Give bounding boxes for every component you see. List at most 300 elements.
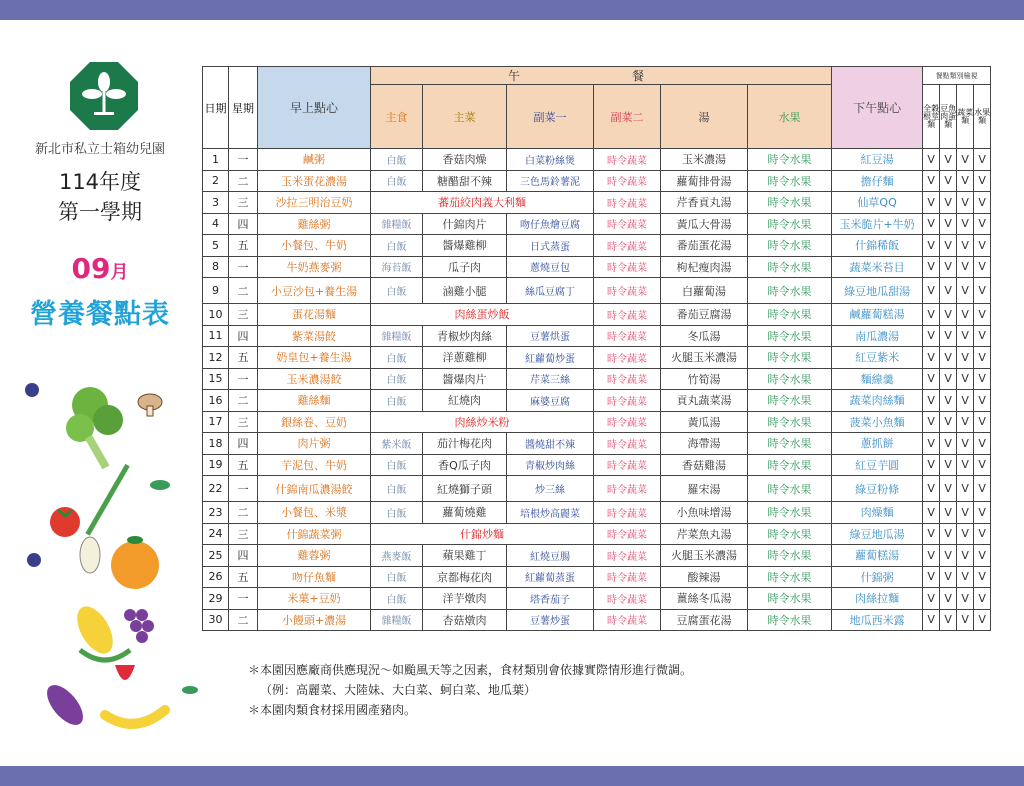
cell-check-mark: V xyxy=(923,149,940,171)
cell-snack: 南瓜濃湯 xyxy=(832,325,923,347)
cell-snack: 綠豆地瓜甜湯 xyxy=(832,278,923,304)
table-row xyxy=(203,545,991,567)
cell-snack: 什錦粥 xyxy=(832,566,923,588)
cell-date: 9 xyxy=(203,278,229,304)
cell-check-mark: V xyxy=(940,545,957,567)
cell-date: 26 xyxy=(203,566,229,588)
cell-check-mark: V xyxy=(940,235,957,257)
cell-side2: 時令蔬菜 xyxy=(594,454,661,476)
cell-side1: 蔥燒豆包 xyxy=(507,256,594,278)
cell-soup: 貢丸蔬菜湯 xyxy=(661,390,748,412)
cell-special-meal: 肉絲炒米粉 xyxy=(371,411,594,433)
cell-main-dish: 茄汁梅花肉 xyxy=(423,433,507,455)
cell-soup: 火腿玉米濃湯 xyxy=(661,347,748,369)
cell-check-mark: V xyxy=(940,325,957,347)
cell-side2: 時令蔬菜 xyxy=(594,545,661,567)
cell-side1: 炒三絲 xyxy=(507,476,594,502)
cell-staple: 白飯 xyxy=(371,368,423,390)
cell-date: 23 xyxy=(203,502,229,524)
cell-check-mark: V xyxy=(923,454,940,476)
cell-breakfast: 紫菜湯餃 xyxy=(258,325,371,347)
cell-staple: 雜糧飯 xyxy=(371,609,423,631)
cell-weekday: 四 xyxy=(229,213,258,235)
table-row xyxy=(203,476,991,502)
cell-side2: 時令蔬菜 xyxy=(594,523,661,545)
cell-soup: 竹筍湯 xyxy=(661,368,748,390)
cell-fruit: 時令水果 xyxy=(748,411,832,433)
table-row xyxy=(203,390,991,412)
cell-soup: 香菇雞湯 xyxy=(661,454,748,476)
cell-snack: 菠菜小魚麵 xyxy=(832,411,923,433)
cell-check-mark: V xyxy=(923,411,940,433)
header-weekday: 星期 xyxy=(229,67,258,149)
cell-check-mark: V xyxy=(923,256,940,278)
cell-check-mark: V xyxy=(940,476,957,502)
cell-check-mark: V xyxy=(923,588,940,610)
cell-check-mark: V xyxy=(923,304,940,326)
cell-check-mark: V xyxy=(974,192,991,214)
cell-fruit: 時令水果 xyxy=(748,502,832,524)
cell-date: 8 xyxy=(203,256,229,278)
cell-check-mark: V xyxy=(974,609,991,631)
school-year: 114年度 xyxy=(58,170,142,194)
cell-check-mark: V xyxy=(940,213,957,235)
header-main-dish: 主菜 xyxy=(423,85,507,149)
cell-snack: 肉絲拉麵 xyxy=(832,588,923,610)
cell-fruit: 時令水果 xyxy=(748,192,832,214)
cell-check-mark: V xyxy=(940,411,957,433)
cell-side2: 時令蔬菜 xyxy=(594,390,661,412)
cell-check-mark: V xyxy=(957,609,974,631)
cell-side2: 時令蔬菜 xyxy=(594,588,661,610)
cell-main-dish: 醬爆肉片 xyxy=(423,368,507,390)
cell-check-mark: V xyxy=(974,368,991,390)
note-2: （例：高麗菜、大陸妹、大白菜、蚵白菜、地瓜葉） xyxy=(260,683,537,697)
cell-staple: 白飯 xyxy=(371,170,423,192)
cell-side2: 時令蔬菜 xyxy=(594,368,661,390)
cell-side1: 吻仔魚燴豆腐 xyxy=(507,213,594,235)
cell-check-mark: V xyxy=(957,192,974,214)
cell-check-mark: V xyxy=(957,256,974,278)
cell-breakfast: 吻仔魚麵 xyxy=(258,566,371,588)
cell-date: 24 xyxy=(203,523,229,545)
cell-check-mark: V xyxy=(957,476,974,502)
cell-weekday: 五 xyxy=(229,235,258,257)
cell-date: 16 xyxy=(203,390,229,412)
cell-side1: 紅蘿蔔蒸蛋 xyxy=(507,566,594,588)
cell-weekday: 四 xyxy=(229,545,258,567)
table-row xyxy=(203,192,991,214)
cell-soup: 羅宋湯 xyxy=(661,476,748,502)
header-fruits: 水果類 xyxy=(974,85,991,149)
cell-snack: 綠豆地瓜湯 xyxy=(832,523,923,545)
cell-side2: 時令蔬菜 xyxy=(594,566,661,588)
cell-side1: 培根炒高麗菜 xyxy=(507,502,594,524)
header-staple: 主食 xyxy=(371,85,423,149)
cell-weekday: 二 xyxy=(229,502,258,524)
cell-breakfast: 芋泥包、牛奶 xyxy=(258,454,371,476)
cell-weekday: 三 xyxy=(229,523,258,545)
cell-main-dish: 洋蔥雞柳 xyxy=(423,347,507,369)
cell-side2: 時令蔬菜 xyxy=(594,170,661,192)
cell-weekday: 一 xyxy=(229,256,258,278)
notes xyxy=(248,660,692,720)
cell-soup: 小魚味增湯 xyxy=(661,502,748,524)
menu-body xyxy=(203,149,991,631)
cell-check-mark: V xyxy=(974,325,991,347)
cell-weekday: 一 xyxy=(229,588,258,610)
month-number: 09 xyxy=(71,252,111,285)
cell-weekday: 四 xyxy=(229,325,258,347)
cell-check-mark: V xyxy=(940,347,957,369)
table-row xyxy=(203,566,991,588)
cell-fruit: 時令水果 xyxy=(748,325,832,347)
cell-check-mark: V xyxy=(923,325,940,347)
cell-check-mark: V xyxy=(974,278,991,304)
cell-weekday: 三 xyxy=(229,411,258,433)
cell-weekday: 四 xyxy=(229,433,258,455)
cell-breakfast: 雞絲粥 xyxy=(258,213,371,235)
cell-staple: 燕麥飯 xyxy=(371,545,423,567)
cell-breakfast: 沙拉三明治豆奶 xyxy=(258,192,371,214)
cell-fruit: 時令水果 xyxy=(748,235,832,257)
cell-weekday: 一 xyxy=(229,476,258,502)
cell-main-dish: 糖醋甜不辣 xyxy=(423,170,507,192)
cell-fruit: 時令水果 xyxy=(748,545,832,567)
cell-soup: 薑絲冬瓜湯 xyxy=(661,588,748,610)
cell-snack: 紅豆芋圓 xyxy=(832,454,923,476)
cell-check-mark: V xyxy=(923,566,940,588)
cell-side2: 時令蔬菜 xyxy=(594,325,661,347)
table-row xyxy=(203,347,991,369)
header-date: 日期 xyxy=(203,67,229,149)
cell-fruit: 時令水果 xyxy=(748,213,832,235)
cell-breakfast: 牛奶燕麥粥 xyxy=(258,256,371,278)
cell-side2: 時令蔬菜 xyxy=(594,411,661,433)
cell-side1: 麻婆豆腐 xyxy=(507,390,594,412)
cell-check-mark: V xyxy=(940,566,957,588)
cell-fruit: 時令水果 xyxy=(748,390,832,412)
cell-breakfast: 鹹粥 xyxy=(258,149,371,171)
cell-side1: 紅蘿蔔炒蛋 xyxy=(507,347,594,369)
cell-soup: 芹菜魚丸湯 xyxy=(661,523,748,545)
cell-date: 22 xyxy=(203,476,229,502)
cell-check-mark: V xyxy=(940,523,957,545)
cell-main-dish: 京都梅花肉 xyxy=(423,566,507,588)
cell-check-mark: V xyxy=(974,390,991,412)
table-row xyxy=(203,609,991,631)
cell-main-dish: 醬爆雞柳 xyxy=(423,235,507,257)
cell-soup: 海帶湯 xyxy=(661,433,748,455)
table-row xyxy=(203,213,991,235)
cell-check-mark: V xyxy=(957,502,974,524)
cell-side1: 芹菜三絲 xyxy=(507,368,594,390)
table-row xyxy=(203,278,991,304)
cell-check-mark: V xyxy=(923,213,940,235)
cell-fruit: 時令水果 xyxy=(748,523,832,545)
cell-check-mark: V xyxy=(957,390,974,412)
cell-breakfast: 什錦南瓜濃湯餃 xyxy=(258,476,371,502)
cell-check-mark: V xyxy=(940,609,957,631)
cell-soup: 番茄蛋花湯 xyxy=(661,235,748,257)
cell-staple: 白飯 xyxy=(371,347,423,369)
cell-date: 17 xyxy=(203,411,229,433)
cell-main-dish: 蘿蔔燒雞 xyxy=(423,502,507,524)
cell-date: 19 xyxy=(203,454,229,476)
cell-side2: 時令蔬菜 xyxy=(594,502,661,524)
cell-staple: 白飯 xyxy=(371,502,423,524)
cell-main-dish: 香菇肉燥 xyxy=(423,149,507,171)
cell-side1: 醬燒甜不辣 xyxy=(507,433,594,455)
cell-main-dish: 香Q瓜子肉 xyxy=(423,454,507,476)
cell-staple: 雜糧飯 xyxy=(371,325,423,347)
top-band xyxy=(0,0,1024,20)
cell-side1: 青椒炒肉絲 xyxy=(507,454,594,476)
cell-side1: 日式蒸蛋 xyxy=(507,235,594,257)
cell-special-meal: 什錦炒麵 xyxy=(371,523,594,545)
cell-weekday: 三 xyxy=(229,192,258,214)
cell-check-mark: V xyxy=(974,523,991,545)
cell-staple: 白飯 xyxy=(371,390,423,412)
cell-check-mark: V xyxy=(923,390,940,412)
cell-special-meal: 肉絲蛋炒飯 xyxy=(371,304,594,326)
cell-soup: 芹香貢丸湯 xyxy=(661,192,748,214)
cell-date: 25 xyxy=(203,545,229,567)
cell-side2: 時令蔬菜 xyxy=(594,256,661,278)
cell-main-dish: 紅燒獅子頭 xyxy=(423,476,507,502)
cell-check-mark: V xyxy=(940,149,957,171)
school-name: 新北市私立士箱幼兒園 xyxy=(34,142,165,157)
cell-side1: 三色馬鈴薯泥 xyxy=(507,170,594,192)
cell-side2: 時令蔬菜 xyxy=(594,347,661,369)
header-soup: 湯 xyxy=(661,85,748,149)
cell-check-mark: V xyxy=(957,304,974,326)
cell-staple: 白飯 xyxy=(371,566,423,588)
cell-check-mark: V xyxy=(974,347,991,369)
table-row xyxy=(203,235,991,257)
table-row xyxy=(203,149,991,171)
cell-check-mark: V xyxy=(940,170,957,192)
bottom-band xyxy=(0,766,1024,786)
header-nutrition-group: 餐點類別檢視 xyxy=(923,67,991,85)
cell-weekday: 三 xyxy=(229,304,258,326)
cell-check-mark: V xyxy=(957,325,974,347)
cell-staple: 白飯 xyxy=(371,235,423,257)
cell-date: 5 xyxy=(203,235,229,257)
cell-breakfast: 奶皇包+養生湯 xyxy=(258,347,371,369)
cell-side2: 時令蔬菜 xyxy=(594,149,661,171)
vegetables-illustration-icon xyxy=(20,350,200,750)
cell-snack: 肉燥麵 xyxy=(832,502,923,524)
cell-check-mark: V xyxy=(957,523,974,545)
cell-side1: 白菜粉絲煲 xyxy=(507,149,594,171)
cell-staple: 白飯 xyxy=(371,476,423,502)
cell-date: 2 xyxy=(203,170,229,192)
cell-special-meal: 蕃茄絞肉義大利麵 xyxy=(371,192,594,214)
cell-check-mark: V xyxy=(974,545,991,567)
cell-check-mark: V xyxy=(974,235,991,257)
cell-snack: 什錦稀飯 xyxy=(832,235,923,257)
table-row xyxy=(203,368,991,390)
cell-check-mark: V xyxy=(940,454,957,476)
cell-side2: 時令蔬菜 xyxy=(594,304,661,326)
cell-date: 11 xyxy=(203,325,229,347)
cell-date: 10 xyxy=(203,304,229,326)
cell-check-mark: V xyxy=(974,588,991,610)
cell-check-mark: V xyxy=(957,149,974,171)
cell-side1: 紅燒豆腸 xyxy=(507,545,594,567)
month-label xyxy=(0,252,200,285)
cell-breakfast: 米菓+豆奶 xyxy=(258,588,371,610)
cell-weekday: 二 xyxy=(229,609,258,631)
table-row xyxy=(203,588,991,610)
cell-fruit: 時令水果 xyxy=(748,433,832,455)
cell-fruit: 時令水果 xyxy=(748,609,832,631)
cell-fruit: 時令水果 xyxy=(748,566,832,588)
cell-check-mark: V xyxy=(957,278,974,304)
table-row xyxy=(203,411,991,433)
cell-soup: 黃瓜大骨湯 xyxy=(661,213,748,235)
cell-check-mark: V xyxy=(957,588,974,610)
cell-main-dish: 什錦肉片 xyxy=(423,213,507,235)
cell-breakfast: 玉米濃湯餃 xyxy=(258,368,371,390)
cell-main-dish: 青椒炒肉絲 xyxy=(423,325,507,347)
school-logo-icon xyxy=(70,62,138,130)
cell-snack: 仙草QQ xyxy=(832,192,923,214)
cell-fruit: 時令水果 xyxy=(748,304,832,326)
cell-snack: 蔥抓餅 xyxy=(832,433,923,455)
cell-breakfast: 雞絲麵 xyxy=(258,390,371,412)
cell-weekday: 五 xyxy=(229,566,258,588)
header-fruit: 水果 xyxy=(748,85,832,149)
header-side2: 副菜二 xyxy=(594,85,661,149)
note-3: ＊本園肉類食材採用國產豬肉。 xyxy=(248,703,417,717)
cell-staple: 白飯 xyxy=(371,454,423,476)
cell-breakfast: 什錦蔬菜粥 xyxy=(258,523,371,545)
cell-check-mark: V xyxy=(940,304,957,326)
cell-check-mark: V xyxy=(923,278,940,304)
cell-soup: 豆腐蛋花湯 xyxy=(661,609,748,631)
cell-main-dish: 滷雞小腿 xyxy=(423,278,507,304)
cell-breakfast: 小豆沙包+養生湯 xyxy=(258,278,371,304)
cell-check-mark: V xyxy=(974,170,991,192)
table-row xyxy=(203,256,991,278)
cell-fruit: 時令水果 xyxy=(748,476,832,502)
cell-fruit: 時令水果 xyxy=(748,170,832,192)
cell-side2: 時令蔬菜 xyxy=(594,235,661,257)
cell-date: 3 xyxy=(203,192,229,214)
menu-table xyxy=(202,66,991,631)
cell-soup: 蘿蔔排骨湯 xyxy=(661,170,748,192)
cell-soup: 黃瓜湯 xyxy=(661,411,748,433)
cell-breakfast: 雞蓉粥 xyxy=(258,545,371,567)
cell-date: 15 xyxy=(203,368,229,390)
cell-check-mark: V xyxy=(957,235,974,257)
cell-check-mark: V xyxy=(974,411,991,433)
cell-check-mark: V xyxy=(923,433,940,455)
cell-check-mark: V xyxy=(974,304,991,326)
cell-main-dish: 杏菇燉肉 xyxy=(423,609,507,631)
cell-check-mark: V xyxy=(974,149,991,171)
month-unit: 月 xyxy=(110,262,129,283)
cell-check-mark: V xyxy=(923,502,940,524)
cell-check-mark: V xyxy=(923,609,940,631)
cell-soup: 番茄豆腐湯 xyxy=(661,304,748,326)
cell-side2: 時令蔬菜 xyxy=(594,278,661,304)
table-row xyxy=(203,325,991,347)
cell-check-mark: V xyxy=(940,256,957,278)
table-row xyxy=(203,170,991,192)
cell-check-mark: V xyxy=(923,368,940,390)
cell-check-mark: V xyxy=(923,545,940,567)
cell-side2: 時令蔬菜 xyxy=(594,609,661,631)
cell-breakfast: 小餐包、米漿 xyxy=(258,502,371,524)
cell-check-mark: V xyxy=(923,347,940,369)
cell-staple: 白飯 xyxy=(371,149,423,171)
cell-check-mark: V xyxy=(974,433,991,455)
cell-weekday: 二 xyxy=(229,390,258,412)
cell-breakfast: 肉片粥 xyxy=(258,433,371,455)
header-breakfast: 早上點心 xyxy=(258,67,371,149)
note-1: ＊本園因應廠商供應現況～如颱風天等之因素，食材類別會依據實際情形進行微調。 xyxy=(248,663,693,677)
cell-side1: 豆薯炒蛋 xyxy=(507,609,594,631)
cell-check-mark: V xyxy=(957,433,974,455)
header-side1: 副菜一 xyxy=(507,85,594,149)
header-protein: 豆魚肉蛋類 xyxy=(940,85,957,149)
cell-check-mark: V xyxy=(974,213,991,235)
cell-check-mark: V xyxy=(923,476,940,502)
table-row xyxy=(203,523,991,545)
cell-staple: 雜糧飯 xyxy=(371,213,423,235)
cell-fruit: 時令水果 xyxy=(748,368,832,390)
cell-weekday: 二 xyxy=(229,278,258,304)
cell-side2: 時令蔬菜 xyxy=(594,213,661,235)
cell-weekday: 五 xyxy=(229,454,258,476)
cell-check-mark: V xyxy=(957,213,974,235)
cell-staple: 海苔飯 xyxy=(371,256,423,278)
cell-check-mark: V xyxy=(957,347,974,369)
cell-date: 30 xyxy=(203,609,229,631)
cell-fruit: 時令水果 xyxy=(748,347,832,369)
cell-check-mark: V xyxy=(957,411,974,433)
cell-snack: 蘿蔔糕湯 xyxy=(832,545,923,567)
cell-snack: 紅豆湯 xyxy=(832,149,923,171)
cell-check-mark: V xyxy=(940,588,957,610)
cell-soup: 火腿玉米濃湯 xyxy=(661,545,748,567)
cell-check-mark: V xyxy=(957,566,974,588)
table-row xyxy=(203,433,991,455)
cell-check-mark: V xyxy=(974,502,991,524)
cell-check-mark: V xyxy=(923,523,940,545)
header-vegetables: 蔬菜類 xyxy=(957,85,974,149)
cell-staple: 白飯 xyxy=(371,278,423,304)
cell-side1: 絲瓜豆腐丁 xyxy=(507,278,594,304)
page-title: 營養餐點表 xyxy=(30,299,170,330)
left-panel xyxy=(0,20,200,766)
cell-weekday: 一 xyxy=(229,368,258,390)
cell-check-mark: V xyxy=(940,433,957,455)
cell-check-mark: V xyxy=(940,192,957,214)
cell-fruit: 時令水果 xyxy=(748,256,832,278)
header-snack: 下午點心 xyxy=(832,67,923,149)
cell-snack: 紅豆紫米 xyxy=(832,347,923,369)
cell-snack: 玉米脆片+牛奶 xyxy=(832,213,923,235)
cell-snack: 地瓜西米露 xyxy=(832,609,923,631)
cell-check-mark: V xyxy=(940,390,957,412)
cell-fruit: 時令水果 xyxy=(748,149,832,171)
table-row xyxy=(203,454,991,476)
table-row xyxy=(203,304,991,326)
